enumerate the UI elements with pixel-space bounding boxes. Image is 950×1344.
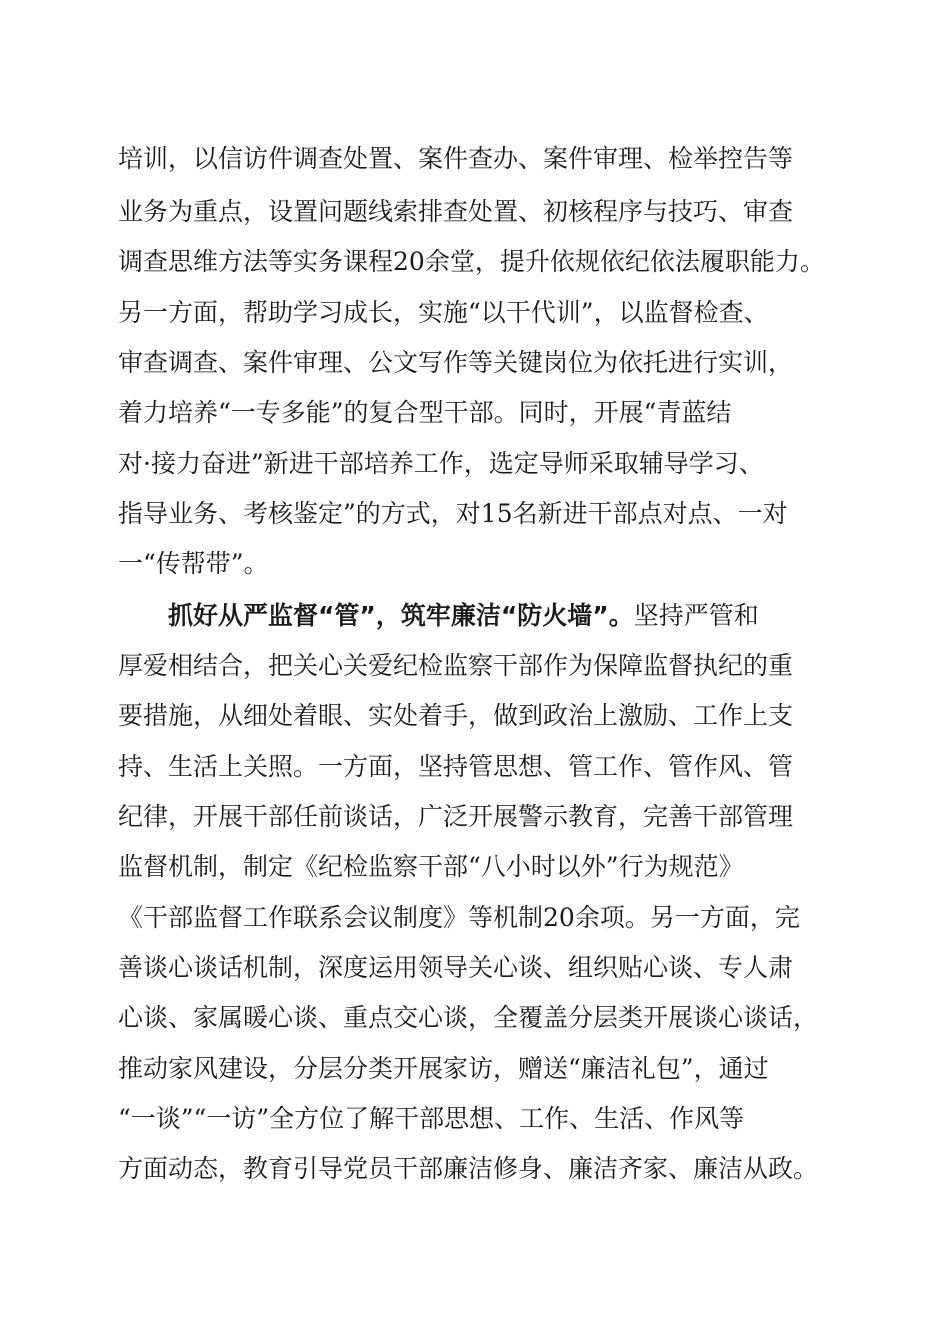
body-text-line: 要措施，从细处着眼、实处着手，做到政治上激励、工作上支 bbox=[118, 701, 794, 730]
body-text-line: 持、生活上关照。一方面，坚持管思想、管工作、管作风、管 bbox=[118, 752, 794, 781]
body-text-line: 厚爱相结合，把关心关爱纪检监察干部作为保障监督执纪的重 bbox=[118, 651, 794, 680]
paragraph-first-line bbox=[168, 600, 858, 632]
body-text-line: 审查调查、案件审理、公文写作等关键岗位为依托进行实训， bbox=[118, 348, 794, 377]
body-text-line: “一谈”“一访”全方位了解干部思想、工作、生活、作风等 bbox=[118, 1104, 745, 1133]
body-text-line: 《干部监督工作联系会议制度》等机制20余项。另一方面，完 bbox=[118, 903, 800, 932]
body-text-line: 着力培养“一专多能”的复合型干部。同时，开展“青蓝结 bbox=[118, 398, 732, 427]
body-text-line: 一“传帮带”。 bbox=[118, 549, 269, 578]
paragraph-heading: 抓好从严监督“管”，筑牢廉洁“防火墙”。 bbox=[168, 601, 634, 630]
body-text-line: 心谈、家属暖心谈、重点交心谈，全覆盖分层类开展谈心谈话， bbox=[118, 1003, 819, 1032]
body-text-line: 监督机制，制定《纪检监察干部“八小时以外”行为规范》 bbox=[118, 852, 744, 881]
body-text-span: 坚持严管和 bbox=[633, 601, 759, 630]
body-text-line: 推动家风建设，分层分类开展家访，赠送“廉洁礼包”，通过 bbox=[118, 1054, 769, 1083]
body-text-line: 业务为重点，设置问题线索排查处置、初核程序与技巧、审查 bbox=[118, 197, 794, 226]
body-text-line: 对·接力奋进”新进干部培养工作，选定导师采取辅导学习、 bbox=[118, 449, 764, 478]
body-text-line: 纪律，开展干部任前谈话，广泛开展警示教育，完善干部管理 bbox=[118, 802, 794, 831]
body-text-line: 善谈心谈话机制，深度运用领导关心谈、组织贴心谈、专人肃 bbox=[118, 953, 794, 982]
body-text-line: 另一方面，帮助学习成长，实施“以干代训”，以监督检查、 bbox=[118, 298, 769, 327]
body-text-line: 培训，以信访件调查处置、案件查办、案件审理、检举控告等 bbox=[118, 144, 794, 173]
body-text-line: 方面动态，教育引导党员干部廉洁修身、廉洁齐家、廉洁从政。 bbox=[118, 1154, 819, 1183]
body-text-line: 指导业务、考核鉴定”的方式，对15名新进干部点对点、一对 bbox=[118, 499, 788, 528]
body-text-line: 调查思维方法等实务课程20余堂，提升依规依纪依法履职能力。 bbox=[118, 247, 825, 276]
